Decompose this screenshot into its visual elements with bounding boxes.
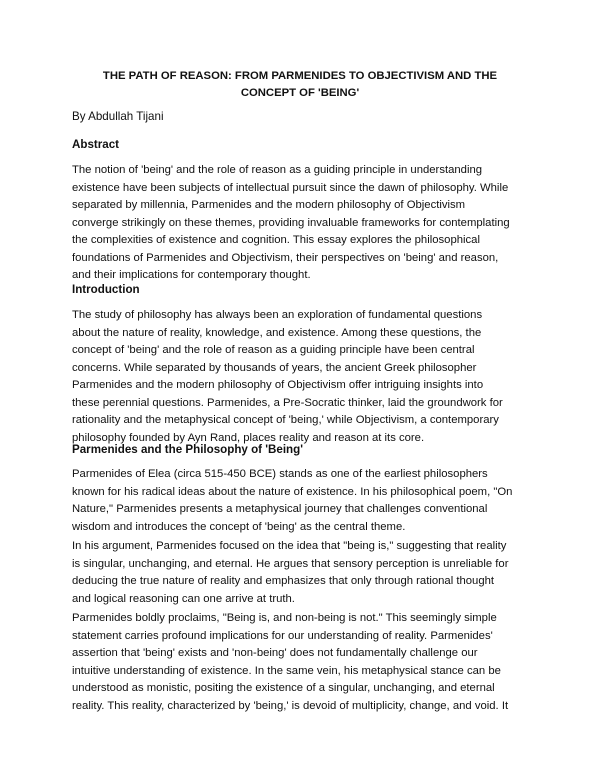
text-line: and their implications for contemporary thought. xyxy=(72,269,311,281)
text-line: concerns. While separated by thousands of years, the ancient Greek philosopher xyxy=(72,361,477,374)
text-line: The notion of 'being' and the role of reason as a guiding principle in understanding xyxy=(72,164,483,176)
text-line: Parmenides of Elea (circa 515-450 BCE) stands as one of the earliest philosophers xyxy=(72,468,488,480)
text-line: existence have been subjects of intellectual pursuit since the dawn of philosophy. While xyxy=(72,181,509,194)
parmenides-paragraph-3 xyxy=(72,610,536,715)
text-line: concept of 'being' and the role of reason as a guiding principle have been central xyxy=(72,344,475,356)
text-line: and logical reasoning can one arrive at truth. xyxy=(72,592,295,605)
introduction-paragraph xyxy=(72,307,536,447)
text-line: separated by millennia, Parmenides and the modern philosophy of Objectivism xyxy=(72,199,466,211)
text-line: is singular, unchanging, and eternal. He argues that sensory perception is unreliable for xyxy=(72,557,509,570)
text-line: The study of philosophy has always been an exploration of fundamental questions xyxy=(72,309,483,321)
document-title xyxy=(80,68,520,102)
text-line: these perennial questions. Parmenides, a Pre-Socratic thinker, laid the groundwork for xyxy=(72,396,503,409)
text-line: reality. This reality, characterized by 'being,' is devoid of multiplicity, change, and void. It xyxy=(72,699,509,712)
author-byline: By Abdullah Tijani xyxy=(72,110,164,123)
title-line: THE PATH OF REASON: FROM PARMENIDES TO OBJECTIVISM AND THE xyxy=(102,70,498,82)
text-line: assertion that 'being' exists and 'non-being' does not fundamentally challenge our xyxy=(72,647,478,659)
text-line: the complexities of existence and cognition. This essay explores the philosophical xyxy=(72,234,480,246)
text-line: foundations of Parmenides and Objectivism, their perspectives on 'being' and reason, xyxy=(72,251,499,264)
text-line: deducing the true nature of reality and emphasizes that only through rational thought xyxy=(72,575,495,587)
parmenides-heading: Parmenides and the Philosophy of 'Being' xyxy=(72,443,303,456)
text-line: about the nature of reality, knowledge, and existence. Among these questions, the xyxy=(72,326,482,339)
text-line: Parmenides and the modern philosophy of Objectivism offer intriguing insights into xyxy=(72,379,484,391)
abstract-paragraph xyxy=(72,162,536,285)
text-line: rationality and the metaphysical concept of 'being,' while Objectivism, a contemporary xyxy=(72,414,499,426)
parmenides-paragraph-1 xyxy=(72,466,536,536)
text-line: philosophy founded by Ayn Rand, places reality and reason at its core. xyxy=(72,431,425,444)
text-line: wisdom and introduces the concept of 'being' as the central theme. xyxy=(72,520,406,533)
abstract-heading: Abstract xyxy=(72,138,120,151)
text-line: Nature," Parmenides presents a metaphysical journey that challenges conventional xyxy=(72,503,488,515)
parmenides-paragraph-2 xyxy=(72,538,536,608)
text-line: intuitive understanding of existence. In the same vein, his metaphysical stance can be xyxy=(72,664,501,677)
text-line: understood as monistic, positing the existence of a singular, unchanging, and eternal xyxy=(72,682,495,694)
text-line: In his argument, Parmenides focused on the idea that "being is," suggesting that reality xyxy=(72,540,507,552)
text-line: known for his radical ideas about the nature of existence. In his philosophical poem, "On xyxy=(72,485,513,498)
title-line: CONCEPT OF 'BEING' xyxy=(240,87,360,99)
text-line: converge strikingly on these themes, providing invaluable frameworks for contemplating xyxy=(72,216,510,229)
text-line: statement carries profound implications for our understanding of reality. Parmenides' xyxy=(72,629,493,642)
text-line: Parmenides boldly proclaims, "Being is, and non-being is not." This seemingly simple xyxy=(72,612,497,624)
introduction-heading: Introduction xyxy=(72,283,140,296)
